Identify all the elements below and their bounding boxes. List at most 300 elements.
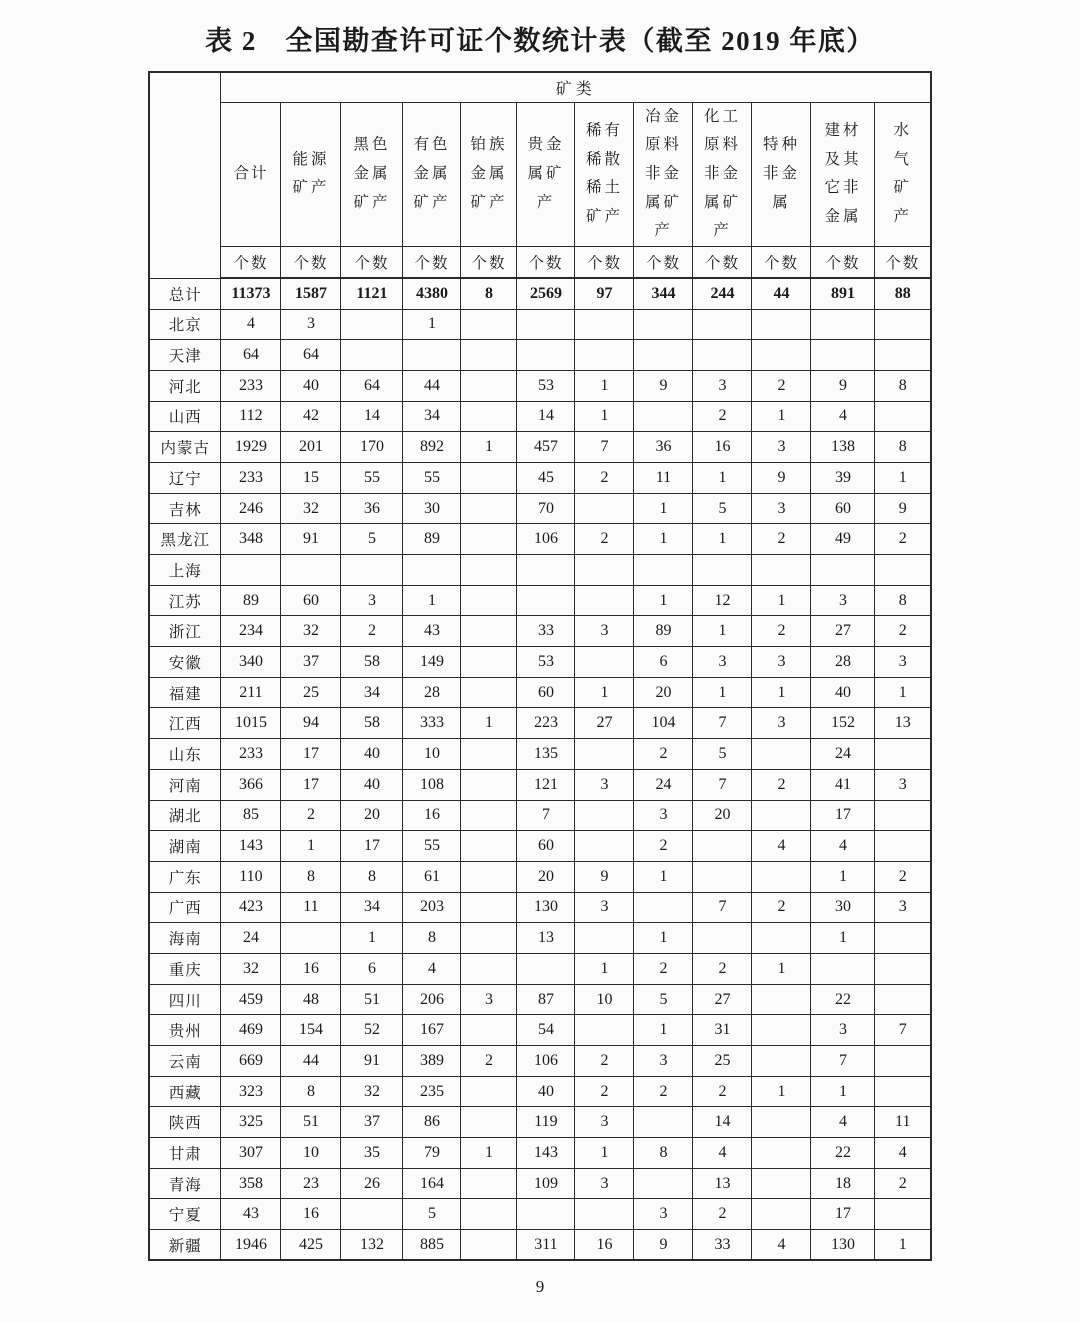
table-cell: 18 — [811, 1168, 875, 1199]
row-label: 辽宁 — [149, 462, 221, 493]
table-cell: 892 — [403, 432, 461, 463]
table-cell: 8 — [403, 923, 461, 954]
table-cell: 6 — [634, 647, 693, 678]
table-cell: 106 — [517, 524, 575, 555]
table-cell — [461, 555, 517, 586]
table-cell: 91 — [341, 1046, 403, 1077]
unit-header: 个数 — [811, 246, 875, 278]
table-cell: 58 — [341, 708, 403, 739]
row-label: 甘肃 — [149, 1138, 221, 1169]
corner-cell — [149, 72, 221, 278]
table-row — [149, 555, 931, 586]
table-cell: 7 — [875, 1015, 931, 1046]
row-label: 四川 — [149, 984, 221, 1015]
table-cell: 89 — [634, 616, 693, 647]
table-cell: 1 — [811, 1076, 875, 1107]
table-row — [149, 1076, 931, 1107]
table-cell: 233 — [221, 739, 281, 770]
table-cell — [875, 309, 931, 340]
table-cell: 13 — [517, 923, 575, 954]
table-cell: 389 — [403, 1046, 461, 1077]
table-cell: 33 — [693, 1230, 752, 1261]
table-row — [149, 831, 931, 862]
unit-header: 个数 — [461, 246, 517, 278]
table-cell: 1587 — [281, 278, 341, 309]
table-cell — [875, 555, 931, 586]
row-label: 福建 — [149, 677, 221, 708]
page-number: 9 — [535, 1277, 545, 1297]
table-cell: 1 — [752, 401, 811, 432]
table-cell: 55 — [403, 462, 461, 493]
table-cell: 112 — [221, 401, 281, 432]
table-cell: 149 — [403, 647, 461, 678]
table-cell: 20 — [517, 861, 575, 892]
table-cell: 60 — [811, 493, 875, 524]
table-cell: 2 — [281, 800, 341, 831]
table-cell — [461, 1168, 517, 1199]
table-cell: 3 — [575, 892, 634, 923]
table-cell: 2 — [875, 1168, 931, 1199]
table-cell: 425 — [281, 1230, 341, 1261]
table-cell: 4 — [811, 401, 875, 432]
table-cell: 11 — [634, 462, 693, 493]
table-cell — [461, 493, 517, 524]
table-cell: 233 — [221, 370, 281, 401]
table-cell: 79 — [403, 1138, 461, 1169]
table-header — [149, 72, 931, 278]
table-cell — [875, 800, 931, 831]
table-cell: 14 — [693, 1107, 752, 1138]
table-cell: 2 — [575, 524, 634, 555]
group-header-cell: 矿类 — [221, 72, 931, 102]
table-cell: 9 — [752, 462, 811, 493]
column-header: 冶金原料非金属矿产 — [634, 102, 693, 246]
table-cell: 17 — [281, 769, 341, 800]
table-cell: 1 — [875, 677, 931, 708]
table-cell: 42 — [281, 401, 341, 432]
row-label: 湖南 — [149, 831, 221, 862]
table-cell: 27 — [811, 616, 875, 647]
table-cell: 25 — [281, 677, 341, 708]
row-label: 河南 — [149, 769, 221, 800]
table-row — [149, 370, 931, 401]
table-cell: 36 — [634, 432, 693, 463]
table-cell: 37 — [281, 647, 341, 678]
table-cell — [461, 1076, 517, 1107]
table-cell — [634, 1168, 693, 1199]
table-cell — [461, 309, 517, 340]
table-cell — [752, 555, 811, 586]
table-cell: 135 — [517, 739, 575, 770]
table-row — [149, 1199, 931, 1230]
table-cell: 164 — [403, 1168, 461, 1199]
column-names-row — [149, 102, 931, 246]
table-cell: 2 — [752, 616, 811, 647]
table-cell: 26 — [341, 1168, 403, 1199]
table-cell: 60 — [517, 831, 575, 862]
row-label: 江西 — [149, 708, 221, 739]
table-cell — [403, 340, 461, 371]
table-cell — [752, 1107, 811, 1138]
table-cell: 4 — [693, 1138, 752, 1169]
table-cell: 17 — [811, 800, 875, 831]
table-cell: 423 — [221, 892, 281, 923]
table-cell — [634, 309, 693, 340]
table-cell: 20 — [341, 800, 403, 831]
table-cell — [875, 739, 931, 770]
table-cell: 35 — [341, 1138, 403, 1169]
table-cell: 3 — [575, 769, 634, 800]
row-label: 宁夏 — [149, 1199, 221, 1230]
table-cell: 8 — [634, 1138, 693, 1169]
column-header: 特种非金属 — [752, 102, 811, 246]
table-cell: 885 — [403, 1230, 461, 1261]
table-cell: 32 — [341, 1076, 403, 1107]
table-row — [149, 800, 931, 831]
table-cell: 132 — [341, 1230, 403, 1261]
table-cell: 37 — [341, 1107, 403, 1138]
table-cell: 1 — [634, 923, 693, 954]
table-cell — [693, 923, 752, 954]
table-cell — [461, 1107, 517, 1138]
unit-header: 个数 — [281, 246, 341, 278]
table-cell — [575, 647, 634, 678]
table-cell: 40 — [811, 677, 875, 708]
table-row — [149, 1046, 931, 1077]
table-cell: 2 — [634, 831, 693, 862]
table-cell — [461, 340, 517, 371]
table-cell — [461, 892, 517, 923]
table-cell — [461, 953, 517, 984]
table-cell: 5 — [693, 739, 752, 770]
table-cell: 1 — [461, 432, 517, 463]
table-cell — [517, 340, 575, 371]
table-cell — [634, 1107, 693, 1138]
table-cell: 3 — [281, 309, 341, 340]
table-cell — [575, 585, 634, 616]
table-cell — [403, 555, 461, 586]
table-cell: 4 — [875, 1138, 931, 1169]
table-cell: 44 — [281, 1046, 341, 1077]
table-cell: 58 — [341, 647, 403, 678]
row-label: 青海 — [149, 1168, 221, 1199]
table-cell — [811, 340, 875, 371]
table-cell: 459 — [221, 984, 281, 1015]
table-cell: 24 — [811, 739, 875, 770]
table-cell: 14 — [517, 401, 575, 432]
table-cell — [575, 493, 634, 524]
table-cell: 2 — [634, 739, 693, 770]
table-cell: 669 — [221, 1046, 281, 1077]
table-cell: 87 — [517, 984, 575, 1015]
table-cell — [875, 1199, 931, 1230]
table-cell — [875, 923, 931, 954]
table-cell: 2 — [575, 1046, 634, 1077]
table-cell: 5 — [634, 984, 693, 1015]
table-cell — [575, 340, 634, 371]
table-cell: 2 — [752, 892, 811, 923]
table-cell — [461, 370, 517, 401]
table-cell: 469 — [221, 1015, 281, 1046]
table-cell: 2 — [634, 953, 693, 984]
table-cell: 143 — [221, 831, 281, 862]
table-cell: 2 — [875, 524, 931, 555]
table-cell: 11373 — [221, 278, 281, 309]
table-cell: 3 — [752, 647, 811, 678]
table-cell: 201 — [281, 432, 341, 463]
table-cell: 234 — [221, 616, 281, 647]
table-cell: 34 — [341, 892, 403, 923]
table-cell — [875, 401, 931, 432]
unit-header: 个数 — [517, 246, 575, 278]
table-cell: 49 — [811, 524, 875, 555]
table-cell: 2 — [752, 524, 811, 555]
table-cell: 358 — [221, 1168, 281, 1199]
table-cell — [634, 555, 693, 586]
table-cell: 61 — [403, 861, 461, 892]
table-cell: 7 — [575, 432, 634, 463]
table-row — [149, 616, 931, 647]
table-cell: 70 — [517, 493, 575, 524]
table-cell: 3 — [575, 1168, 634, 1199]
table-cell — [875, 984, 931, 1015]
table-cell: 119 — [517, 1107, 575, 1138]
row-label: 广东 — [149, 861, 221, 892]
table-cell: 8 — [281, 1076, 341, 1107]
table-cell — [461, 1199, 517, 1230]
table-row — [149, 278, 931, 309]
table-cell: 16 — [281, 1199, 341, 1230]
table-cell: 34 — [403, 401, 461, 432]
row-label: 山西 — [149, 401, 221, 432]
table-cell — [752, 1199, 811, 1230]
table-cell: 64 — [341, 370, 403, 401]
table-cell: 6 — [341, 953, 403, 984]
table-cell: 12 — [693, 585, 752, 616]
table-cell: 325 — [221, 1107, 281, 1138]
table-cell: 3 — [875, 647, 931, 678]
table-cell: 4 — [811, 1107, 875, 1138]
table-cell: 4 — [811, 831, 875, 862]
table-cell — [811, 555, 875, 586]
table-cell: 1 — [575, 401, 634, 432]
table-cell: 307 — [221, 1138, 281, 1169]
table-cell — [811, 309, 875, 340]
table-cell — [461, 800, 517, 831]
table-cell: 3 — [634, 1046, 693, 1077]
row-label: 广西 — [149, 892, 221, 923]
table-cell: 3 — [752, 432, 811, 463]
table-row — [149, 708, 931, 739]
table-cell — [575, 1199, 634, 1230]
unit-header: 个数 — [634, 246, 693, 278]
table-cell — [575, 555, 634, 586]
table-cell — [461, 647, 517, 678]
row-label: 西藏 — [149, 1076, 221, 1107]
table-cell: 4 — [752, 1230, 811, 1261]
table-cell: 9 — [875, 493, 931, 524]
table-cell: 45 — [517, 462, 575, 493]
table-cell: 8 — [875, 432, 931, 463]
table-cell: 25 — [693, 1046, 752, 1077]
table-cell: 48 — [281, 984, 341, 1015]
table-cell: 33 — [517, 616, 575, 647]
column-header: 黑色金属矿产 — [341, 102, 403, 246]
table-cell — [517, 309, 575, 340]
column-header: 能源矿产 — [281, 102, 341, 246]
table-cell: 154 — [281, 1015, 341, 1046]
table-cell — [341, 555, 403, 586]
table-row — [149, 340, 931, 371]
table-cell: 7 — [693, 708, 752, 739]
table-cell: 1 — [752, 953, 811, 984]
table-cell: 366 — [221, 769, 281, 800]
table-cell — [752, 1168, 811, 1199]
table-cell: 7 — [693, 892, 752, 923]
table-cell: 88 — [875, 278, 931, 309]
table-cell: 1 — [693, 616, 752, 647]
table-cell: 106 — [517, 1046, 575, 1077]
row-label: 上海 — [149, 555, 221, 586]
table-cell: 2 — [461, 1046, 517, 1077]
table-cell: 8 — [341, 861, 403, 892]
table-cell — [341, 1199, 403, 1230]
table-cell: 1 — [575, 677, 634, 708]
column-header: 贵金属矿产 — [517, 102, 575, 246]
table-cell: 40 — [281, 370, 341, 401]
table-cell: 64 — [281, 340, 341, 371]
table-cell: 43 — [221, 1199, 281, 1230]
table-cell: 1 — [693, 524, 752, 555]
table-cell — [875, 340, 931, 371]
table-row — [149, 1107, 931, 1138]
table-cell — [752, 861, 811, 892]
table-cell: 13 — [693, 1168, 752, 1199]
table-cell: 333 — [403, 708, 461, 739]
table-cell: 39 — [811, 462, 875, 493]
table-cell: 4 — [752, 831, 811, 862]
table-cell: 167 — [403, 1015, 461, 1046]
table-cell — [461, 585, 517, 616]
table-cell — [517, 585, 575, 616]
unit-header: 个数 — [875, 246, 931, 278]
table-cell: 170 — [341, 432, 403, 463]
table-cell: 121 — [517, 769, 575, 800]
table-cell: 2 — [693, 1199, 752, 1230]
table-cell — [221, 555, 281, 586]
table-cell — [752, 309, 811, 340]
table-cell: 89 — [221, 585, 281, 616]
table-cell: 2 — [693, 401, 752, 432]
table-cell — [752, 800, 811, 831]
table-cell: 1 — [461, 708, 517, 739]
table-cell: 4 — [403, 953, 461, 984]
table-cell: 109 — [517, 1168, 575, 1199]
table-row — [149, 647, 931, 678]
table-cell: 235 — [403, 1076, 461, 1107]
table-cell: 64 — [221, 340, 281, 371]
table-cell: 32 — [221, 953, 281, 984]
table-cell: 7 — [811, 1046, 875, 1077]
table-cell: 22 — [811, 984, 875, 1015]
row-label: 海南 — [149, 923, 221, 954]
table-cell: 1 — [634, 585, 693, 616]
table-row — [149, 309, 931, 340]
table-cell: 3 — [461, 984, 517, 1015]
row-label: 河北 — [149, 370, 221, 401]
table-cell — [461, 677, 517, 708]
row-label: 内蒙古 — [149, 432, 221, 463]
table-cell: 2569 — [517, 278, 575, 309]
table-cell — [693, 831, 752, 862]
table-cell — [634, 340, 693, 371]
table-cell: 22 — [811, 1138, 875, 1169]
table-cell: 3 — [575, 616, 634, 647]
table-cell: 55 — [403, 831, 461, 862]
table-cell: 3 — [693, 647, 752, 678]
table-cell — [461, 616, 517, 647]
table-cell — [575, 309, 634, 340]
row-label: 天津 — [149, 340, 221, 371]
table-cell: 3 — [875, 892, 931, 923]
table-cell: 5 — [693, 493, 752, 524]
row-label: 浙江 — [149, 616, 221, 647]
table-cell: 52 — [341, 1015, 403, 1046]
table-cell: 211 — [221, 677, 281, 708]
table-cell: 233 — [221, 462, 281, 493]
table-cell: 1 — [752, 677, 811, 708]
table-cell: 36 — [341, 493, 403, 524]
column-header: 化工原料非金属矿产 — [693, 102, 752, 246]
table-row — [149, 923, 931, 954]
row-label: 安徽 — [149, 647, 221, 678]
table-cell — [461, 831, 517, 862]
table-cell — [461, 739, 517, 770]
table-cell — [461, 861, 517, 892]
table-cell: 24 — [634, 769, 693, 800]
table-cell: 2 — [752, 370, 811, 401]
unit-header: 个数 — [575, 246, 634, 278]
table-cell: 30 — [403, 493, 461, 524]
table-cell: 3 — [811, 1015, 875, 1046]
table-cell: 20 — [693, 800, 752, 831]
table-cell: 206 — [403, 984, 461, 1015]
table-cell: 40 — [341, 769, 403, 800]
table-cell: 2 — [575, 462, 634, 493]
table-cell: 11 — [875, 1107, 931, 1138]
table-row — [149, 953, 931, 984]
table-cell — [461, 769, 517, 800]
table-cell: 138 — [811, 432, 875, 463]
table-cell: 16 — [403, 800, 461, 831]
table-cell — [517, 555, 575, 586]
table-cell: 24 — [221, 923, 281, 954]
table-cell: 5 — [341, 524, 403, 555]
table-cell — [575, 739, 634, 770]
table-cell: 2 — [875, 616, 931, 647]
table-cell: 1 — [634, 493, 693, 524]
column-header: 建材及其它非金属 — [811, 102, 875, 246]
table-cell: 323 — [221, 1076, 281, 1107]
table-cell: 1 — [875, 1230, 931, 1261]
table-cell — [341, 309, 403, 340]
table-cell: 94 — [281, 708, 341, 739]
table-cell: 23 — [281, 1168, 341, 1199]
table-cell: 31 — [693, 1015, 752, 1046]
table-cell: 2 — [693, 953, 752, 984]
table-row — [149, 585, 931, 616]
table-cell: 91 — [281, 524, 341, 555]
